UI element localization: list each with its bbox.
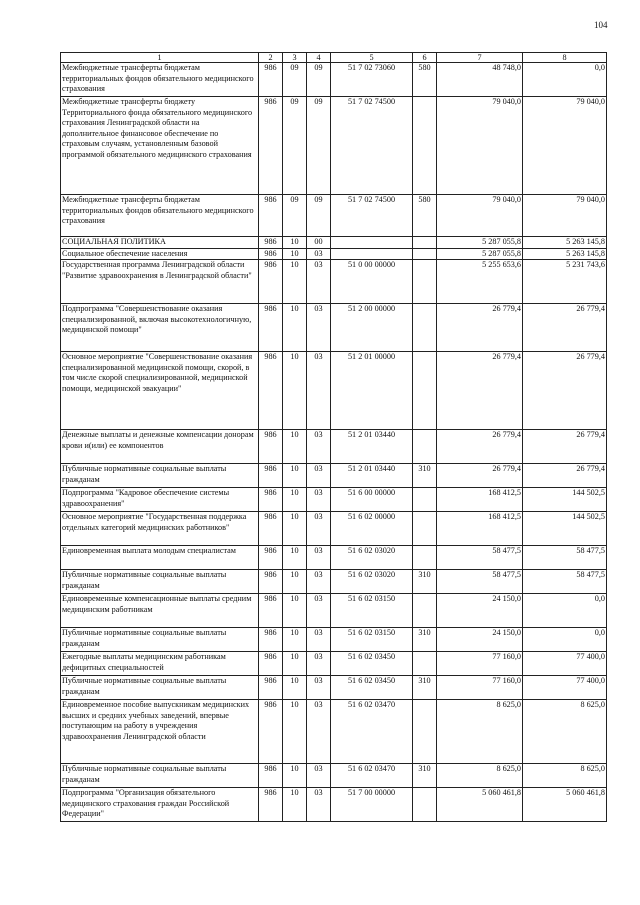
code-cell: 986 <box>259 304 283 352</box>
subsection-cell: 09 <box>307 97 331 195</box>
expense-type-cell <box>413 430 437 464</box>
expense-type-cell: 310 <box>413 570 437 594</box>
code-cell: 986 <box>259 700 283 764</box>
section-cell: 09 <box>283 97 307 195</box>
amount-cell: 26 779,4 <box>437 304 523 352</box>
section-cell: 10 <box>283 352 307 430</box>
table-row <box>61 430 607 464</box>
expense-type-cell <box>413 700 437 764</box>
amount-cell: 0,0 <box>523 594 607 628</box>
section-cell: 10 <box>283 628 307 652</box>
table-row <box>61 594 607 628</box>
column-header: 8 <box>523 53 607 63</box>
amount-cell: 5 263 145,8 <box>523 248 607 260</box>
code-cell: 986 <box>259 97 283 195</box>
amount-cell: 48 748,0 <box>437 63 523 97</box>
amount-cell: 26 779,4 <box>523 352 607 430</box>
expense-type-cell: 310 <box>413 676 437 700</box>
amount-cell: 79 040,0 <box>523 195 607 237</box>
table-row <box>61 546 607 570</box>
amount-cell: 0,0 <box>523 628 607 652</box>
table-row <box>61 464 607 488</box>
expense-type-cell <box>413 652 437 676</box>
row-name-cell: Публичные нормативные социальные выплаты гражданам <box>61 676 259 700</box>
section-cell: 10 <box>283 764 307 788</box>
amount-cell: 58 477,5 <box>523 546 607 570</box>
page-number: 104 <box>594 20 608 30</box>
section-cell: 10 <box>283 652 307 676</box>
table-row <box>61 63 607 97</box>
amount-cell: 79 040,0 <box>523 97 607 195</box>
subsection-cell: 03 <box>307 676 331 700</box>
amount-cell: 77 400,0 <box>523 676 607 700</box>
target-article-cell: 51 6 02 03150 <box>331 628 413 652</box>
code-cell: 986 <box>259 248 283 260</box>
row-name-cell: Подпрограмма "Совершенствование оказания специализированной, включая высокотехнологичную, медицинской помощи" <box>61 304 259 352</box>
table-row <box>61 304 607 352</box>
subsection-cell: 03 <box>307 570 331 594</box>
code-cell: 986 <box>259 464 283 488</box>
row-name-cell: Основное мероприятие "Совершенствование оказания специализированной медицинской помощи, скорой, в том числе скорой специализированной, медицинской помощи, медицинской эвакуации" <box>61 352 259 430</box>
subsection-cell: 09 <box>307 63 331 97</box>
row-name-cell: Публичные нормативные социальные выплаты гражданам <box>61 570 259 594</box>
code-cell: 986 <box>259 63 283 97</box>
amount-cell: 168 412,5 <box>437 488 523 512</box>
expense-type-cell <box>413 260 437 304</box>
row-name-cell: Основное мероприятие "Государственная поддержка отдельных категорий медицинских работников" <box>61 512 259 546</box>
amount-cell: 144 502,5 <box>523 488 607 512</box>
expense-type-cell <box>413 788 437 822</box>
code-cell: 986 <box>259 512 283 546</box>
section-cell: 10 <box>283 237 307 249</box>
amount-cell: 8 625,0 <box>437 700 523 764</box>
table-row <box>61 512 607 546</box>
amount-cell: 144 502,5 <box>523 512 607 546</box>
code-cell: 986 <box>259 488 283 512</box>
column-header: 1 <box>61 53 259 63</box>
table-row <box>61 652 607 676</box>
section-cell: 10 <box>283 304 307 352</box>
amount-cell: 26 779,4 <box>523 430 607 464</box>
target-article-cell: 51 6 02 03150 <box>331 594 413 628</box>
expense-type-cell <box>413 488 437 512</box>
code-cell: 986 <box>259 237 283 249</box>
subsection-cell: 03 <box>307 248 331 260</box>
subsection-cell: 03 <box>307 764 331 788</box>
budget-table <box>60 52 607 822</box>
row-name-cell: Межбюджетные трансферты бюджету Территориального фонда обязательного медицинского страхования Ленинградской области на дополнительное финансовое обеспечение по страховым случаям, установленным базовой программой обязательного медицинского страхования <box>61 97 259 195</box>
table-row <box>61 195 607 237</box>
expense-type-cell: 580 <box>413 195 437 237</box>
amount-cell: 58 477,5 <box>437 546 523 570</box>
expense-type-cell <box>413 594 437 628</box>
table-row <box>61 488 607 512</box>
section-cell: 10 <box>283 594 307 628</box>
amount-cell: 8 625,0 <box>523 700 607 764</box>
subsection-cell: 03 <box>307 546 331 570</box>
table-row <box>61 352 607 430</box>
row-name-cell: Ежегодные выплаты медицинским работникам дефицитных специальностей <box>61 652 259 676</box>
code-cell: 986 <box>259 652 283 676</box>
amount-cell: 24 150,0 <box>437 594 523 628</box>
section-cell: 10 <box>283 464 307 488</box>
target-article-cell: 51 2 01 03440 <box>331 430 413 464</box>
subsection-cell: 00 <box>307 237 331 249</box>
amount-cell: 26 779,4 <box>437 352 523 430</box>
amount-cell: 5 231 743,6 <box>523 260 607 304</box>
section-cell: 09 <box>283 63 307 97</box>
target-article-cell: 51 6 02 03450 <box>331 652 413 676</box>
target-article-cell: 51 7 02 74500 <box>331 195 413 237</box>
subsection-cell: 03 <box>307 788 331 822</box>
row-name-cell: Подпрограмма "Кадровое обеспечение системы здравоохранения" <box>61 488 259 512</box>
expense-type-cell <box>413 352 437 430</box>
target-article-cell: 51 6 02 03470 <box>331 700 413 764</box>
section-cell: 10 <box>283 512 307 546</box>
amount-cell: 5 060 461,8 <box>437 788 523 822</box>
expense-type-cell <box>413 304 437 352</box>
target-article-cell: 51 6 00 00000 <box>331 488 413 512</box>
subsection-cell: 03 <box>307 700 331 764</box>
subsection-cell: 03 <box>307 464 331 488</box>
subsection-cell: 03 <box>307 352 331 430</box>
row-name-cell: Межбюджетные трансферты бюджетам территориальных фондов обязательного медицинского страхования <box>61 63 259 97</box>
column-header: 4 <box>307 53 331 63</box>
table-row <box>61 764 607 788</box>
section-cell: 10 <box>283 260 307 304</box>
column-header: 6 <box>413 53 437 63</box>
expense-type-cell <box>413 248 437 260</box>
row-name-cell: Публичные нормативные социальные выплаты гражданам <box>61 628 259 652</box>
expense-type-cell <box>413 546 437 570</box>
subsection-cell: 03 <box>307 594 331 628</box>
amount-cell: 77 160,0 <box>437 652 523 676</box>
row-name-cell: Единовременные компенсационные выплаты средним медицинским работникам <box>61 594 259 628</box>
amount-cell: 77 160,0 <box>437 676 523 700</box>
table-row <box>61 237 607 249</box>
expense-type-cell: 310 <box>413 464 437 488</box>
subsection-cell: 03 <box>307 652 331 676</box>
row-name-cell: Единовременная выплата молодым специалистам <box>61 546 259 570</box>
code-cell: 986 <box>259 788 283 822</box>
amount-cell: 79 040,0 <box>437 195 523 237</box>
target-article-cell: 51 2 01 00000 <box>331 352 413 430</box>
amount-cell: 58 477,5 <box>437 570 523 594</box>
amount-cell: 168 412,5 <box>437 512 523 546</box>
target-article-cell: 51 7 00 00000 <box>331 788 413 822</box>
amount-cell: 5 287 055,8 <box>437 248 523 260</box>
amount-cell: 24 150,0 <box>437 628 523 652</box>
section-cell: 10 <box>283 488 307 512</box>
target-article-cell <box>331 237 413 249</box>
code-cell: 986 <box>259 195 283 237</box>
row-name-cell: Подпрограмма "Организация обязательного медицинского страхования граждан Российской Федерации" <box>61 788 259 822</box>
table-row <box>61 788 607 822</box>
column-header: 5 <box>331 53 413 63</box>
table-row <box>61 97 607 195</box>
section-cell: 10 <box>283 570 307 594</box>
row-name-cell: СОЦИАЛЬНАЯ ПОЛИТИКА <box>61 237 259 249</box>
subsection-cell: 03 <box>307 304 331 352</box>
expense-type-cell <box>413 237 437 249</box>
amount-cell: 5 255 653,6 <box>437 260 523 304</box>
row-name-cell: Социальное обеспечение населения <box>61 248 259 260</box>
amount-cell: 5 060 461,8 <box>523 788 607 822</box>
table-row <box>61 248 607 260</box>
section-cell: 10 <box>283 430 307 464</box>
target-article-cell <box>331 248 413 260</box>
amount-cell: 77 400,0 <box>523 652 607 676</box>
target-article-cell: 51 0 00 00000 <box>331 260 413 304</box>
table-row <box>61 676 607 700</box>
table-row <box>61 700 607 764</box>
section-cell: 10 <box>283 676 307 700</box>
amount-cell: 79 040,0 <box>437 97 523 195</box>
amount-cell: 26 779,4 <box>437 464 523 488</box>
code-cell: 986 <box>259 594 283 628</box>
code-cell: 986 <box>259 764 283 788</box>
code-cell: 986 <box>259 260 283 304</box>
target-article-cell: 51 7 02 74500 <box>331 97 413 195</box>
subsection-cell: 03 <box>307 488 331 512</box>
subsection-cell: 09 <box>307 195 331 237</box>
row-name-cell: Денежные выплаты и денежные компенсации донорам крови и(или) ее компонентов <box>61 430 259 464</box>
code-cell: 986 <box>259 628 283 652</box>
expense-type-cell: 310 <box>413 764 437 788</box>
table-row <box>61 570 607 594</box>
target-article-cell: 51 7 02 73060 <box>331 63 413 97</box>
section-cell: 10 <box>283 546 307 570</box>
amount-cell: 26 779,4 <box>523 304 607 352</box>
row-name-cell: Межбюджетные трансферты бюджетам территориальных фондов обязательного медицинского страхования <box>61 195 259 237</box>
table-row <box>61 260 607 304</box>
amount-cell: 5 263 145,8 <box>523 237 607 249</box>
target-article-cell: 51 2 01 03440 <box>331 464 413 488</box>
code-cell: 986 <box>259 546 283 570</box>
amount-cell: 5 287 055,8 <box>437 237 523 249</box>
subsection-cell: 03 <box>307 628 331 652</box>
target-article-cell: 51 2 00 00000 <box>331 304 413 352</box>
section-cell: 10 <box>283 248 307 260</box>
amount-cell: 26 779,4 <box>523 464 607 488</box>
column-header: 7 <box>437 53 523 63</box>
subsection-cell: 03 <box>307 512 331 546</box>
target-article-cell: 51 6 02 00000 <box>331 512 413 546</box>
amount-cell: 0,0 <box>523 63 607 97</box>
expense-type-cell: 310 <box>413 628 437 652</box>
target-article-cell: 51 6 02 03450 <box>331 676 413 700</box>
column-header: 3 <box>283 53 307 63</box>
amount-cell: 26 779,4 <box>437 430 523 464</box>
expense-type-cell: 580 <box>413 63 437 97</box>
code-cell: 986 <box>259 570 283 594</box>
amount-cell: 8 625,0 <box>437 764 523 788</box>
row-name-cell: Единовременное пособие выпускникам медицинских высших и средних учебных заведений, впервые поступающим на работу в учреждения здравоохранения Ленинградской области <box>61 700 259 764</box>
target-article-cell: 51 6 02 03020 <box>331 570 413 594</box>
target-article-cell: 51 6 02 03020 <box>331 546 413 570</box>
code-cell: 986 <box>259 676 283 700</box>
amount-cell: 8 625,0 <box>523 764 607 788</box>
section-cell: 09 <box>283 195 307 237</box>
expense-type-cell <box>413 97 437 195</box>
section-cell: 10 <box>283 700 307 764</box>
code-cell: 986 <box>259 430 283 464</box>
expense-type-cell <box>413 512 437 546</box>
table-row <box>61 628 607 652</box>
column-number-row <box>61 53 607 63</box>
subsection-cell: 03 <box>307 430 331 464</box>
code-cell: 986 <box>259 352 283 430</box>
row-name-cell: Государственная программа Ленинградской области "Развитие здравоохранения в Ленинградской области" <box>61 260 259 304</box>
target-article-cell: 51 6 02 03470 <box>331 764 413 788</box>
section-cell: 10 <box>283 788 307 822</box>
row-name-cell: Публичные нормативные социальные выплаты гражданам <box>61 764 259 788</box>
row-name-cell: Публичные нормативные социальные выплаты гражданам <box>61 464 259 488</box>
amount-cell: 58 477,5 <box>523 570 607 594</box>
subsection-cell: 03 <box>307 260 331 304</box>
column-header: 2 <box>259 53 283 63</box>
